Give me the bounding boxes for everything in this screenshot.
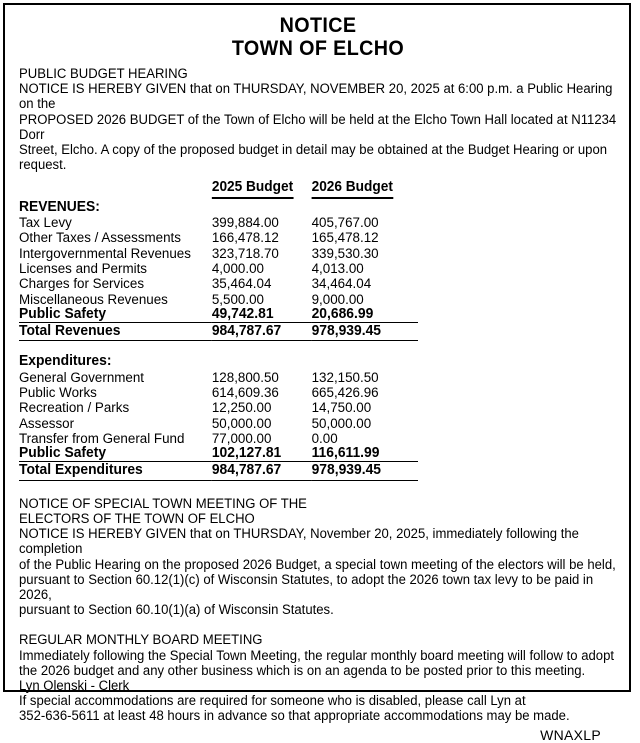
row-value-2026: 132,150.50 <box>311 368 379 385</box>
row-value-2026: 4,013.00 <box>311 259 364 276</box>
expenditures-total-row <box>19 462 418 480</box>
row-value-2025: 323,718.70 <box>211 244 279 261</box>
clerk-signature: Lyn Olenski - Clerk <box>19 677 130 693</box>
row-value-2025: 128,800.50 <box>211 368 279 385</box>
table-row <box>19 292 418 307</box>
column-header-2025-label: 2025 Budget <box>212 180 293 198</box>
special-meeting-body-line: of the Public Hearing on the proposed 2026 Budget, a special town meeting of the electors will be held, <box>19 555 616 572</box>
table-row <box>19 261 418 276</box>
budget-table-header-row <box>19 180 418 199</box>
table-row <box>19 307 418 323</box>
budget-table <box>19 180 418 341</box>
row-value-2025: 614,609.36 <box>211 383 279 400</box>
expenditures-group-label: Expenditures: <box>19 353 112 370</box>
row-value-2025: 12,250.00 <box>211 399 272 416</box>
table-row <box>19 416 418 431</box>
table-row <box>19 230 418 245</box>
expenditures-group-row <box>19 354 418 369</box>
wnaxlp-code: WNAXLP <box>540 726 601 743</box>
row-value-2026: 20,686.99 <box>311 305 374 322</box>
spacer <box>19 481 617 496</box>
accommodations-line: 352-636-5611 at least 48 hours in advance so that appropriate accommodations may be made. <box>19 707 570 724</box>
title-line-notice: NOTICE <box>279 14 357 37</box>
row-label: Transfer from General Fund <box>19 429 185 446</box>
row-label: Licenses and Permits <box>19 259 148 276</box>
row-value-2025: 35,464.04 <box>211 275 272 292</box>
total-value-2026: 978,939.45 <box>312 323 418 341</box>
table-row <box>19 370 418 385</box>
hearing-body-line: Street, Elcho. A copy of the proposed budget in detail may be obtained at the Budget Hearing or upon <box>19 141 608 158</box>
accommodations-line: If special accommodations are required for someone who is disabled, please call Lyn at <box>19 692 526 709</box>
table-row <box>19 215 418 230</box>
revenues-total-row <box>19 323 418 341</box>
column-header-2025 <box>212 180 312 199</box>
row-value-2026: 665,426.96 <box>311 383 379 400</box>
row-value-2026: 165,478.12 <box>311 229 379 246</box>
table-row <box>19 276 418 291</box>
row-value-2026: 405,767.00 <box>311 214 379 231</box>
row-value-2025: 5,500.00 <box>211 290 264 307</box>
revenues-group-row <box>19 200 418 215</box>
table-row <box>19 246 418 261</box>
board-meeting-body-line: Immediately following the Special Town Meeting, the regular monthly board meeting will follow to adopt <box>19 646 614 663</box>
special-meeting-body-line: pursuant to Section 60.10(1)(a) of Wisconsin Statutes. <box>19 601 334 618</box>
row-label: Public Safety <box>19 445 107 462</box>
special-meeting-body <box>19 526 617 617</box>
table-row <box>19 446 418 462</box>
row-value-2026: 50,000.00 <box>311 414 372 431</box>
hearing-body-line: PROPOSED 2026 BUDGET of the Town of Elcho will be held at the Elcho Town Hall located at N11234 Dorr <box>19 110 617 142</box>
spacer <box>19 617 617 632</box>
board-meeting-body-line: the 2026 budget and any other business which is on an agenda to be posted prior to this meeting. <box>19 661 586 678</box>
row-value-2025: 102,127.81 <box>211 445 282 462</box>
total-value-2025: 984,787.67 <box>212 323 312 341</box>
row-label: Tax Levy <box>19 214 72 231</box>
row-value-2026: 0.00 <box>311 429 338 446</box>
row-label: Public Works <box>19 383 97 400</box>
row-label: Public Safety <box>19 305 107 322</box>
row-label: General Government <box>19 368 145 385</box>
notice-border-frame <box>3 3 631 743</box>
public-budget-hearing-heading: PUBLIC BUDGET HEARING <box>19 65 188 81</box>
row-value-2025: 166,478.12 <box>211 229 279 246</box>
table-row <box>19 431 418 446</box>
special-meeting-body-line: NOTICE IS HEREBY GIVEN that on THURSDAY, November 20, 2025, immediately following the completion <box>19 525 579 557</box>
column-header-2026 <box>312 180 418 199</box>
special-meeting-body-line: pursuant to Section 60.12(1)(c) of Wisconsin Statutes, to adopt the 2026 town tax levy to be paid in 2026, <box>19 570 594 602</box>
row-label: Miscellaneous Revenues <box>19 290 168 307</box>
title-line-town: TOWN OF ELCHO <box>231 37 405 60</box>
row-value-2025: 49,742.81 <box>211 305 274 322</box>
expenditures-table <box>19 354 418 480</box>
notice-content <box>5 5 629 743</box>
row-value-2025: 77,000.00 <box>211 429 272 446</box>
column-header-2026-label: 2026 Budget <box>312 180 393 198</box>
public-budget-hearing-body <box>19 81 617 172</box>
row-value-2026: 14,750.00 <box>311 399 372 416</box>
hearing-body-line: NOTICE IS HEREBY GIVEN that on THURSDAY, NOVEMBER 20, 2025 at 6:00 p.m. a Public Hearing on the <box>19 80 613 112</box>
row-value-2025: 399,884.00 <box>211 214 279 231</box>
row-value-2025: 4,000.00 <box>211 259 264 276</box>
column-header-blank <box>19 180 212 199</box>
notice-title <box>19 14 617 60</box>
board-meeting-body <box>19 648 617 724</box>
row-value-2026: 9,000.00 <box>311 290 364 307</box>
total-label: Total Revenues <box>19 323 212 341</box>
row-value-2025: 50,000.00 <box>211 414 272 431</box>
special-meeting-heading-line-1: NOTICE OF SPECIAL TOWN MEETING OF THE <box>19 494 307 511</box>
special-meeting-heading-line-2: ELECTORS OF THE TOWN OF ELCHO <box>19 509 255 526</box>
row-label: Other Taxes / Assessments <box>19 229 181 246</box>
hearing-body-line: request. <box>19 156 67 173</box>
table-row <box>19 385 418 400</box>
row-label: Assessor <box>19 414 75 431</box>
total-value-2026: 978,939.45 <box>312 462 418 480</box>
revenues-group-label: REVENUES: <box>19 198 100 215</box>
row-label: Recreation / Parks <box>19 399 130 416</box>
row-label: Charges for Services <box>19 275 145 292</box>
table-row <box>19 400 418 415</box>
row-label: Intergovernmental Revenues <box>19 244 191 261</box>
row-value-2026: 34,464.04 <box>311 275 372 292</box>
board-meeting-heading: REGULAR MONTHLY BOARD MEETING <box>19 631 263 648</box>
total-label: Total Expenditures <box>19 462 212 480</box>
row-value-2026: 339,530.30 <box>311 244 379 261</box>
row-value-2026: 116,611.99 <box>311 445 380 462</box>
total-value-2025: 984,787.67 <box>212 462 312 480</box>
